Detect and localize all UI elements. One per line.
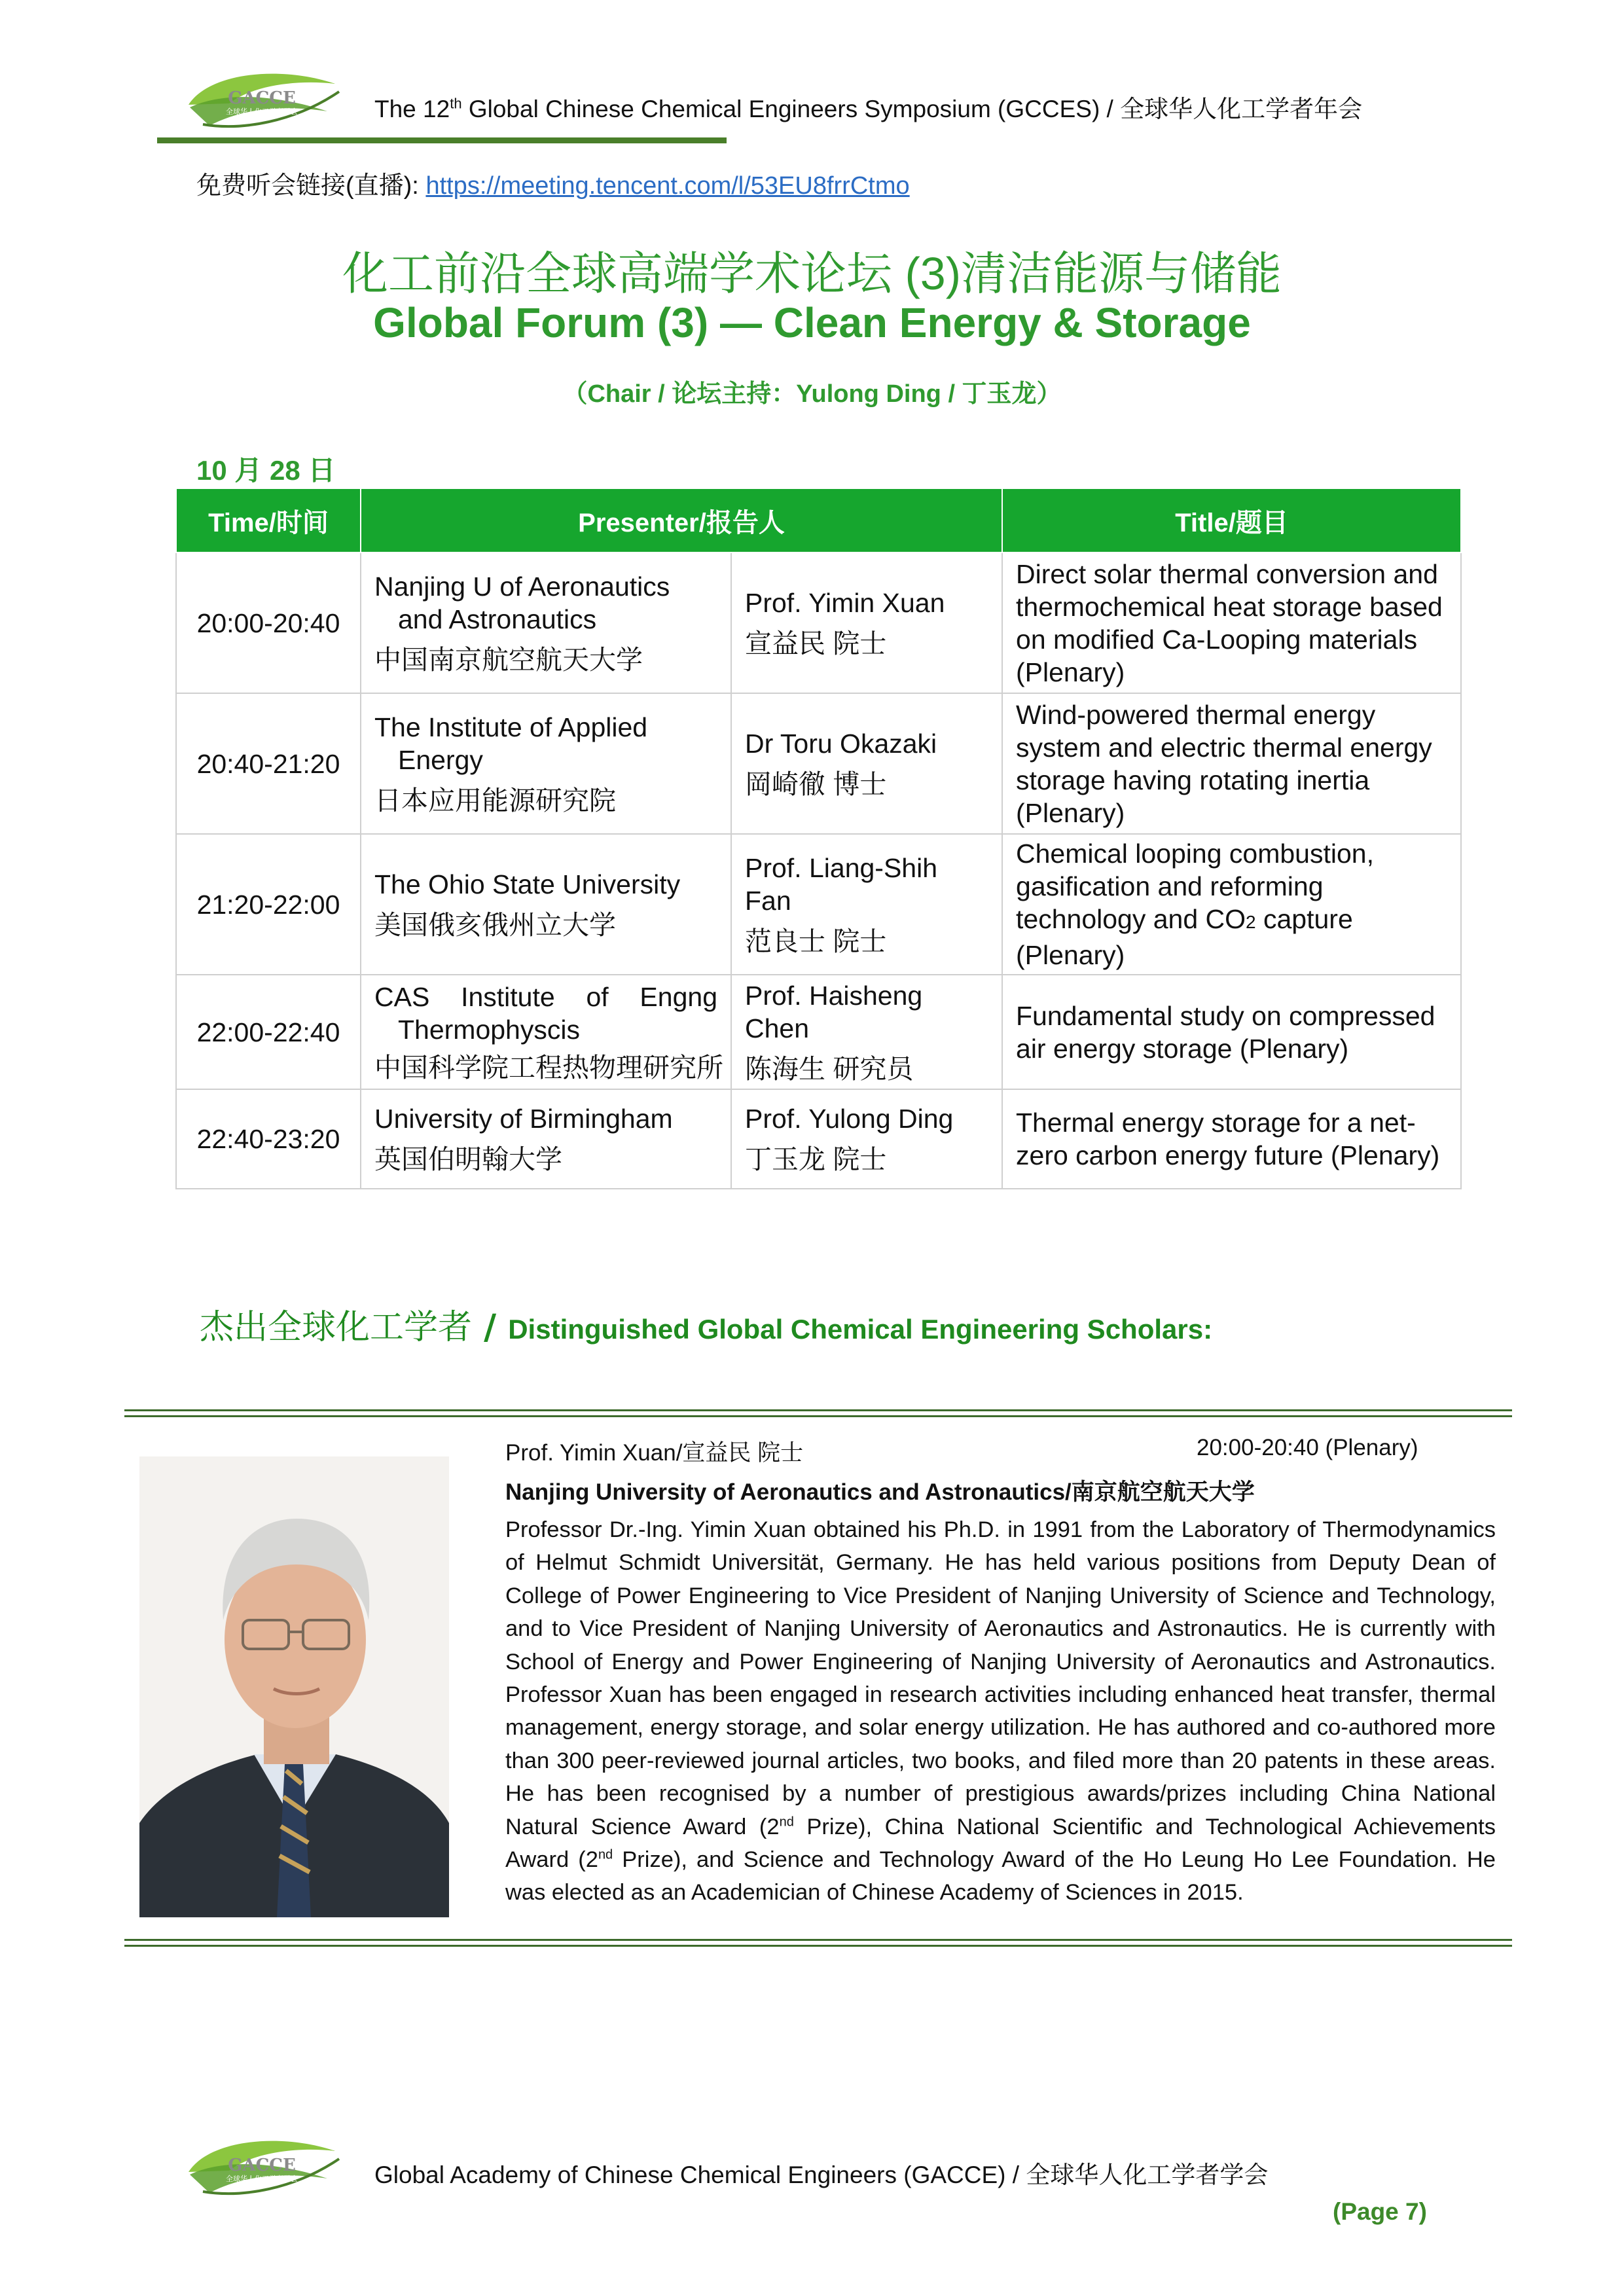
logo-subtext: 全球华人化工学者学会 xyxy=(226,107,298,116)
row-institution-cn: 日本应用能源研究院 xyxy=(374,785,616,816)
scholars-heading-en: Distinguished Global Chemical Engineering Scholars: xyxy=(508,1314,1213,1345)
bio-text: Professor Dr.-Ing. Yimin Xuan obtained his Ph.D. in 1991 from the Laboratory of Thermodynamics of Helmut Schmidt Universität, Germany. He has held various positions from Deputy Dean of College of Power Engineering to Vice President of Nanjing University of Science and Technology, and to Vice President of Nanjing University of Aeronautics and Astronautics. He is currently with School of Energy and Power Engineering of Nanjing University of Aeronautics and Astronautics. Professor Xuan has been engaged in research activities including enhanced heat transfer, thermal management, energy storage, and solar energy utilization. He has authored and co-authored more than 300 peer-reviewed journal articles, two books, and filed more than 20 patents in these areas. He has been recognised by a number of prestigious awards/prizes including China National Natural Science Award (2nd Prize), China National Scientific and Technological Achievements Award (2nd Prize), and Science and Technology Award of the Ho Leung Ho Lee Foundation. He was elected as an Academician of Chinese Academy of Sciences in 2015. xyxy=(505,1517,1496,1906)
row-presenter-cn: 丁玉龙 院士 xyxy=(745,1144,887,1174)
header-rule xyxy=(157,137,727,143)
header-time: Time/时间 xyxy=(176,488,361,552)
gacce-footer-logo xyxy=(183,2133,340,2205)
row-talk-title: Direct solar thermal conversion and thermochemical heat storage based on modified Ca-Looping materials (Plenary) xyxy=(1002,552,1461,693)
schedule-table xyxy=(175,488,1462,1189)
page-number: (Page 7) xyxy=(1333,2198,1427,2225)
row-talk-title: Fundamental study on compressed air energy storage (Plenary) xyxy=(1002,975,1461,1089)
row-presenter-en: Prof. Yulong Ding xyxy=(745,1104,954,1134)
footer-logo-text: GACCE xyxy=(228,2156,296,2175)
table-row xyxy=(176,1089,1461,1189)
header-title: Title/题目 xyxy=(1002,488,1461,552)
row-presenter-cn: 岡崎徹 博士 xyxy=(745,768,887,799)
row-presenter-cn: 范良士 院士 xyxy=(745,926,887,956)
header-presenter: Presenter/报告人 xyxy=(361,488,1002,552)
table-row xyxy=(176,975,1461,1089)
row-time: 21:20-22:00 xyxy=(176,834,361,975)
bio-time: 20:00-20:40 (Plenary) xyxy=(1197,1435,1418,1460)
symposium-header: The 12th Global Chinese Chemical Engineers Symposium (GCCES) / 全球华人化工学者年会 xyxy=(374,95,1363,122)
table-row xyxy=(176,693,1461,834)
forum-title-en: Global Forum (3) — Clean Energy & Storage xyxy=(373,299,1251,346)
scholar-photo xyxy=(139,1456,449,1917)
row-talk-title: Wind-powered thermal energy system and electric thermal energy storage having rotating inertia (Plenary) xyxy=(1002,693,1461,834)
row-presenter-en: Prof. Haisheng Chen xyxy=(745,980,923,1043)
live-link-label: 免费听会链接(直播): xyxy=(196,172,426,200)
row-institution-cn: 英国伯明翰大学 xyxy=(374,1144,562,1174)
footer-logo-subtext: 全球华人化工学者学会 xyxy=(226,2175,298,2183)
row-institution-en: Nanjing U of Aeronautics and Astronautics xyxy=(374,571,670,634)
table-header-row xyxy=(176,488,1461,552)
table-row xyxy=(176,552,1461,693)
row-time: 22:00-22:40 xyxy=(176,975,361,1089)
row-institution-en: The Institute of Applied Energy xyxy=(374,712,648,775)
footer-academy: Global Academy of Chinese Chemical Engineers (GACCE) / 全球华人化工学者学会 xyxy=(374,2161,1269,2188)
forum-chair: （Chair / 论坛主持：Yulong Ding / 丁玉龙） xyxy=(562,380,1062,408)
row-institution-en-cont: Thermophyscis xyxy=(398,1014,580,1045)
row-institution-cn: 中国科学院工程热物理研究所 xyxy=(374,1052,723,1083)
row-institution-cn: 美国俄亥俄州立大学 xyxy=(374,909,616,940)
bio-name: Prof. Yimin Xuan/宣益民 院士 xyxy=(505,1440,804,1466)
row-presenter-en: Dr Toru Okazaki xyxy=(745,728,937,759)
row-institution-en: The Ohio State University xyxy=(374,869,681,899)
row-presenter-en: Prof. Liang-Shih Fan xyxy=(745,852,938,916)
scholars-heading: 杰出全球化工学者 / Distinguished Global Chemical Engineering Scholars: xyxy=(200,1307,1213,1347)
row-talk-title: Chemical looping combustion, gasification and reforming technology and CO2 capture (Plenary) xyxy=(1002,834,1461,975)
row-institution-cn: 中国南京航空航天大学 xyxy=(374,644,643,675)
bio-bottom-rule xyxy=(124,1939,1512,1947)
row-presenter-en: Prof. Yimin Xuan xyxy=(745,587,945,618)
row-presenter-cn: 宣益民 院士 xyxy=(745,628,887,659)
bio-institution: Nanjing University of Aeronautics and Astronautics/南京航空航天大学 xyxy=(505,1479,1255,1505)
bio-top-rule xyxy=(124,1409,1512,1417)
forum-title-cn: 化工前沿全球高端学术论坛 (3)清洁能源与储能 xyxy=(342,248,1282,299)
session-date: 10 月 28 日 xyxy=(196,455,336,486)
row-time: 22:40-23:20 xyxy=(176,1089,361,1189)
row-time: 20:00-20:40 xyxy=(176,552,361,693)
row-institution-en: CAS Institute of Engng xyxy=(374,981,717,1012)
portrait-image xyxy=(139,1456,449,1917)
scholars-heading-cn: 杰出全球化工学者 xyxy=(200,1308,473,1347)
logo-text: GACCE xyxy=(228,88,296,108)
live-link-line xyxy=(196,165,910,201)
row-presenter-cn: 陈海生 研究员 xyxy=(745,1053,914,1084)
row-institution-en: University of Birmingham xyxy=(374,1104,673,1134)
row-talk-title: Thermal energy storage for a net-zero carbon energy future (Plenary) xyxy=(1002,1089,1461,1189)
gacce-logo xyxy=(183,65,340,137)
table-row xyxy=(176,834,1461,975)
row-time: 20:40-21:20 xyxy=(176,693,361,834)
live-link-url[interactable]: https://meeting.tencent.com/l/53EU8frrCtmo xyxy=(425,172,910,200)
